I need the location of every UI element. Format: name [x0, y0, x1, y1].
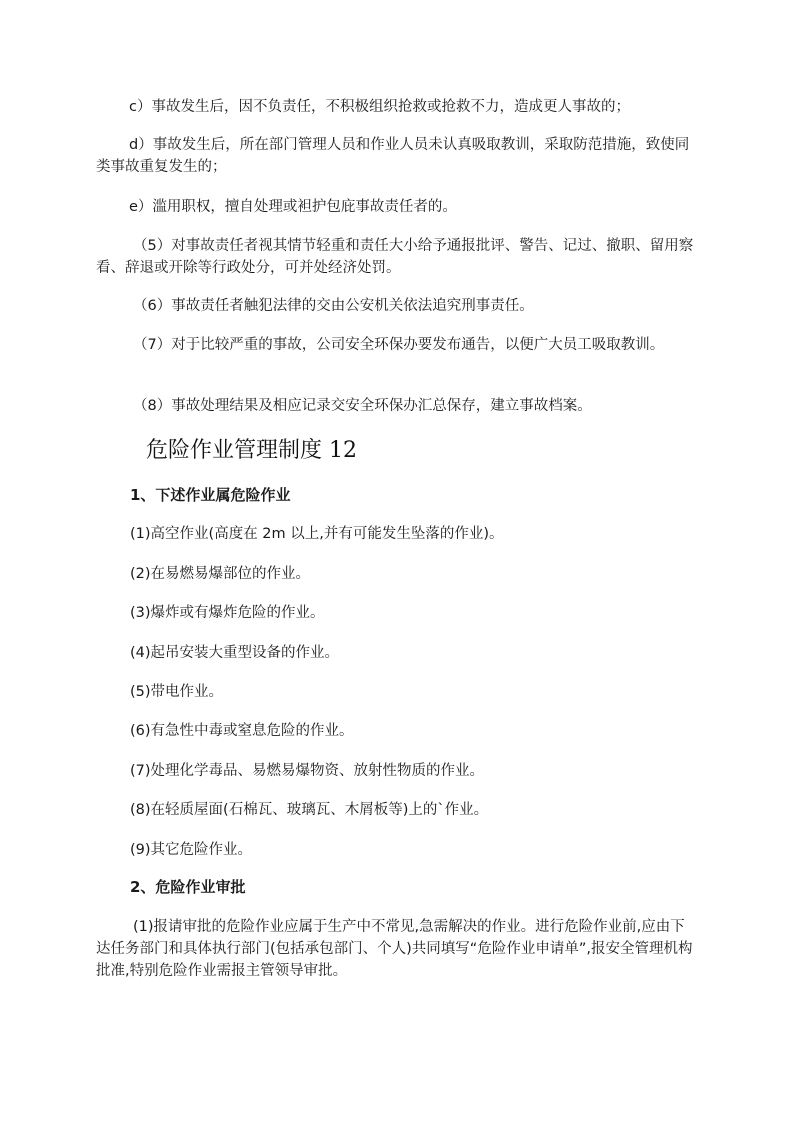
list-item: (8)在轻质屋面(石棉瓦、玻璃瓦、木屑板等)上的`作业。: [130, 802, 489, 818]
section-heading: 危险作业管理制度 12: [146, 438, 357, 463]
list-item: (6)有急性中毒或窒息危险的作业。: [130, 723, 354, 739]
paragraph-8: （8）事故处理结果及相应记录交安全环保办汇总保存，建立事故档案。: [133, 398, 592, 414]
list-item: (3)爆炸或有爆炸危险的作业。: [130, 605, 325, 621]
list-item: (4)起吊安装大重型设备的作业。: [130, 645, 340, 661]
paragraph-d: d）事故发生后，所在部门管理人员和作业人员未认真吸取教训，采取防范措施，致使同类事故重复发生的；: [96, 137, 690, 175]
list-item: (7)处理化学毒品、易燃易爆物资、放射性物质的作业。: [130, 763, 485, 779]
paragraph-e: e）滥用职权，擅自处理或袒护包庇事故责任者的。: [129, 199, 457, 215]
list-item: (9)其它危险作业。: [130, 842, 253, 858]
paragraph-c: c）事故发生后，因不负责任，不积极组织抢救或抢救不力，造成更人事故的；: [129, 99, 630, 115]
paragraph-5: （5）对事故责任者视其情节轻重和责任大小给予通报批评、警告、记过、撤职、留用察看、辞退或开除等行政处分，可并处经济处罚。: [96, 238, 694, 276]
list-item: (5)带电作业。: [130, 684, 224, 700]
list-item: (1)高空作业(高度在 2m 以上,并有可能发生坠落的作业)。: [130, 526, 504, 542]
paragraph-6: （6）事故责任者触犯法律的交由公安机关依法追究刑事责任。: [133, 298, 534, 314]
paragraph-7: （7）对于比较严重的事故，公司安全环保办要发布通告，以便广大员工吸取教训。: [133, 337, 665, 353]
list-item: (2)在易燃易爆部位的作业。: [130, 566, 311, 582]
section2-paragraph: (1)报请审批的危险作业应属于生产中不常见,急需解决的作业。进行危险作业前,应由下达任务部门和具体执行部门(包括承包部门、个人)共同填写“危险作业申请单”,报安全管理机构批准,特别危险作业需报主管领导审批。: [96, 919, 693, 979]
section1-title: 1、下述作业属危险作业: [130, 486, 291, 504]
section2-title: 2、危险作业审批: [130, 878, 246, 896]
